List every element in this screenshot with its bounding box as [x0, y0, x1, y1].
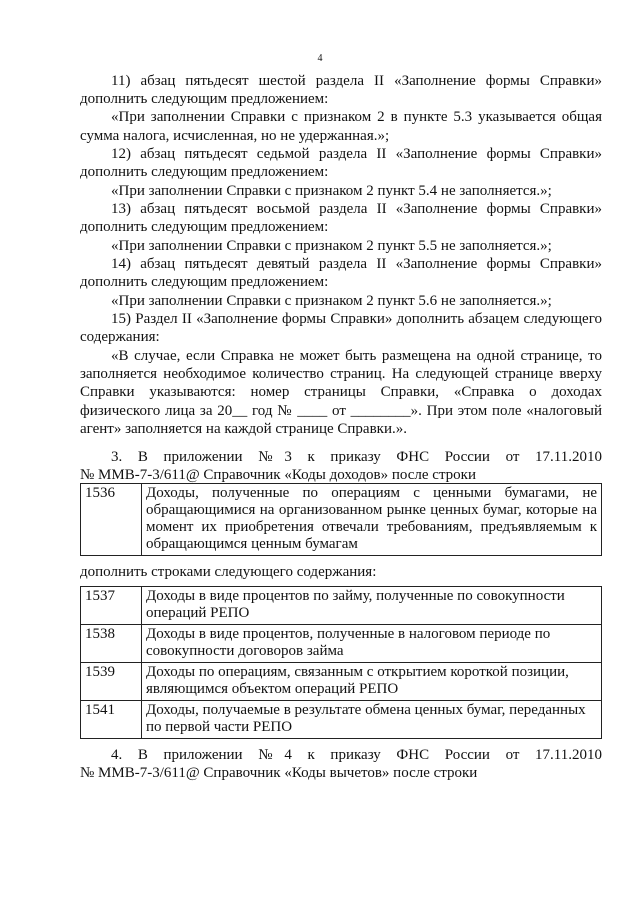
page-number: 4 — [317, 53, 323, 64]
code-cell: 1539 — [81, 663, 142, 701]
paragraph-line: № ММВ-7-3/611@ Справочник «Коды вычетов» после строки — [80, 765, 478, 781]
paragraph-line: дополнить строками следующего содержания: — [80, 564, 377, 580]
paragraph-line: «При заполнении Справки с признаком 2 в пункте 5.3 указывается общая — [111, 109, 602, 125]
code-cell: 1537 — [81, 587, 142, 625]
table-row — [81, 484, 602, 556]
paragraph-line: «При заполнении Справки с признаком 2 пункт 5.4 не заполняется.»; — [111, 183, 552, 199]
paragraph-line: физического лица за 20__ год № ____ от ________». При этом поле «налоговый — [80, 403, 602, 419]
paragraph-line: 15) Раздел II «Заполнение формы Справки» дополнить абзацем следующего — [111, 311, 602, 327]
table-row — [81, 625, 602, 663]
paragraph-line: 4. В приложении №4 к приказу ФНС России от 17.11.2010 — [111, 747, 602, 763]
description-cell: Доходы, получаемые в результате обмена ценных бумаг, переданных по первой части РЕПО — [142, 701, 602, 739]
paragraph-line: содержания: — [80, 329, 160, 345]
code-cell: 1538 — [81, 625, 142, 663]
codes-table-additions — [80, 586, 602, 739]
paragraph-line: Справки указываются: номер страницы Справки, «Справка о доходах — [80, 384, 602, 400]
paragraph-line: 12) абзац пятьдесят седьмой раздела II «Заполнение формы Справки» — [111, 146, 602, 162]
paragraph-line: 14) абзац пятьдесят девятый раздела II «Заполнение формы Справки» — [111, 256, 602, 272]
paragraph-line: 3. В приложении №3 к приказу ФНС России от 17.11.2010 — [111, 449, 602, 465]
paragraph-line: «При заполнении Справки с признаком 2 пункт 5.6 не заполняется.»; — [111, 293, 552, 309]
paragraph-line: агент» заполняется на каждой странице Справки.». — [80, 421, 407, 437]
paragraph-line: 13) абзац пятьдесят восьмой раздела II «Заполнение формы Справки» — [111, 201, 602, 217]
paragraph-line: «В случае, если Справка не может быть размещена на одной странице, то — [111, 348, 602, 364]
code-cell: 1541 — [81, 701, 142, 739]
paragraph-line: заполняется необходимое количество страниц. На следующей странице вверху — [80, 366, 602, 382]
paragraph-line: № ММВ-7-3/611@ Справочник «Коды доходов» после строки — [80, 467, 476, 483]
code-cell: 1536 — [81, 484, 142, 556]
paragraph-line: «При заполнении Справки с признаком 2 пункт 5.5 не заполняется.»; — [111, 238, 552, 254]
paragraph-line: дополнить следующим предложением: — [80, 164, 329, 180]
paragraph-line: дополнить следующим предложением: — [80, 91, 329, 107]
description-cell: Доходы в виде процентов по займу, полученные по совокупности операций РЕПО — [142, 587, 602, 625]
codes-table-reference — [80, 483, 602, 556]
paragraph-line: дополнить следующим предложением: — [80, 219, 329, 235]
description-cell: Доходы в виде процентов, полученные в налоговом периоде по совокупности договоров займа — [142, 625, 602, 663]
description-cell: Доходы, полученные по операциям с ценными бумагами, не обращающимися на организованном рынке ценных бумаг, которые на момент их приобретения отвечали требованиям, предъявляемым к обращающимся ценным бумагам — [142, 484, 602, 556]
table-row — [81, 701, 602, 739]
description-cell: Доходы по операциям, связанным с открытием короткой позиции, являющимся объектом операций РЕПО — [142, 663, 602, 701]
table-row — [81, 587, 602, 625]
paragraph-line: 11) абзац пятьдесят шестой раздела II «Заполнение формы Справки» — [111, 73, 602, 89]
paragraph-line: дополнить следующим предложением: — [80, 274, 329, 290]
paragraph-line: сумма налога, исчисленная, но не удержанная.»; — [80, 128, 390, 144]
table-row — [81, 663, 602, 701]
